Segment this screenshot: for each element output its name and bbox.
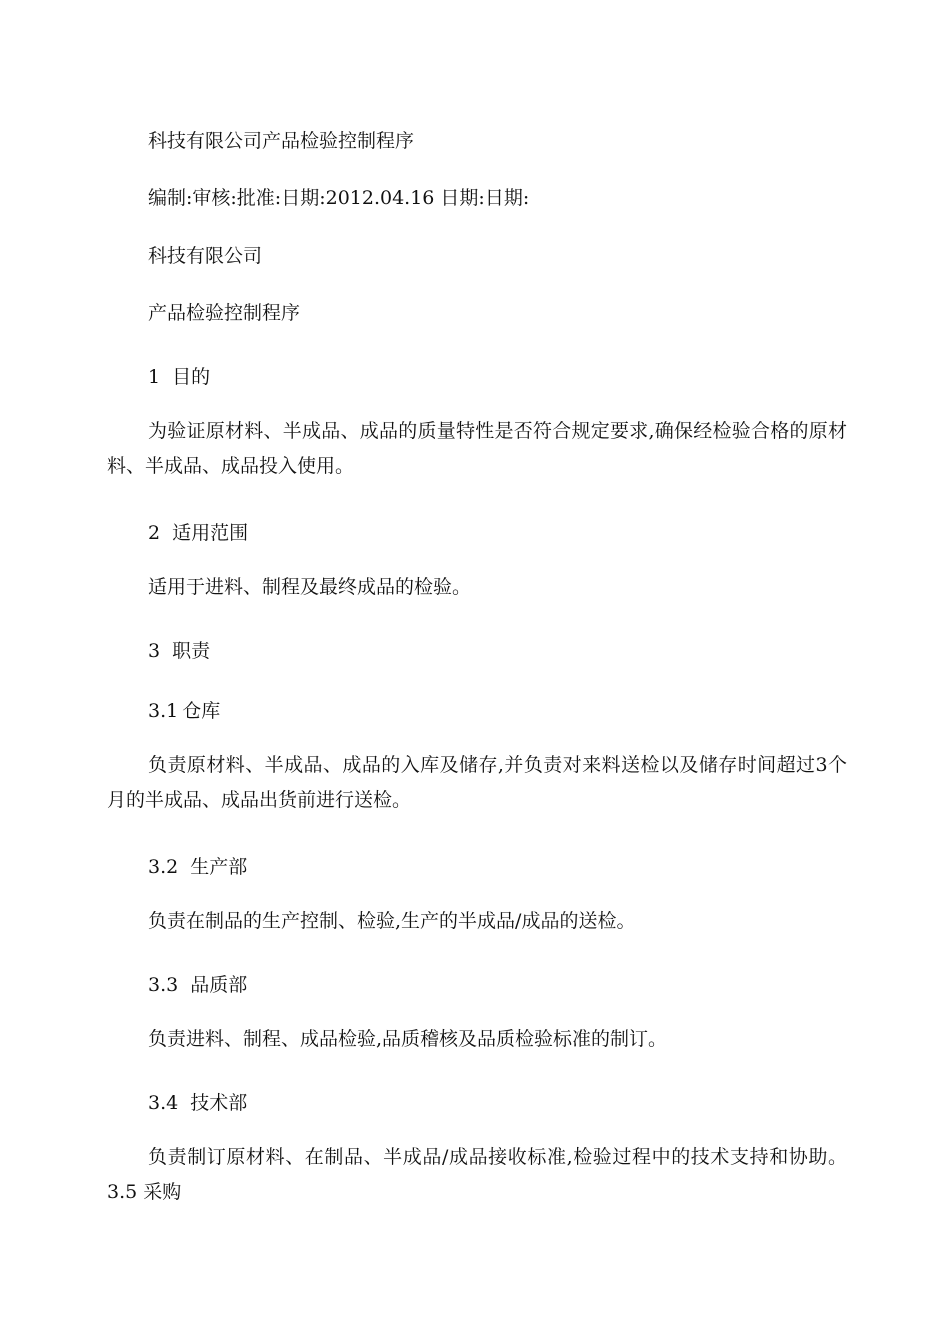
section-title: 适用范围 [172,522,249,544]
section-number: 2 [148,522,161,544]
section-heading-production [148,855,247,879]
section-number: 3 [148,640,161,662]
section-title: 技术部 [190,1092,248,1114]
section-heading-quality [148,973,247,997]
section-heading-scope [148,521,248,545]
sign-off-line: 编制:审核:批准:日期:2012.04.16 日期:日期: [148,187,530,209]
section-title: 目的 [172,366,211,388]
paragraph-technical: 负责制订原材料、在制品、半成品/成品接收标准,检验过程中的技术支持和协助。3.5 采购 [107,1146,847,1203]
section-heading-responsibilities [148,639,210,663]
section-number: 3.1 [148,700,179,722]
paragraph-warehouse: 负责原材料、半成品、成品的入库及储存,并负责对来料送检以及储存时间超过3个月的半成品、成品出货前进行送检。 [107,754,847,811]
section-heading-technical [148,1091,247,1115]
section-title: 职责 [172,640,211,662]
paragraph-quality: 负责进料、制程、成品检验,品质稽核及品质检验标准的制订。 [148,1028,668,1050]
paragraph-purpose: 为验证原材料、半成品、成品的质量特性是否符合规定要求,确保经检验合格的原材料、半成品、成品投入使用。 [107,420,847,477]
section-number: 3.2 [148,856,179,878]
document-title: 科技有限公司产品检验控制程序 [148,130,415,152]
paragraph-scope: 适用于进料、制程及最终成品的检验。 [148,576,472,598]
section-number: 3.4 [148,1092,179,1114]
section-title: 品质部 [190,974,248,996]
section-heading-warehouse [148,699,220,723]
section-title: 生产部 [190,856,248,878]
procedure-title: 产品检验控制程序 [148,302,301,324]
section-title: 仓库 [182,700,221,722]
paragraph-production: 负责在制品的生产控制、检验,生产的半成品/成品的送检。 [148,910,636,932]
section-heading-purpose [148,365,210,389]
section-number: 3.3 [148,974,179,996]
company-name: 科技有限公司 [148,245,263,267]
section-number: 1 [148,366,161,388]
